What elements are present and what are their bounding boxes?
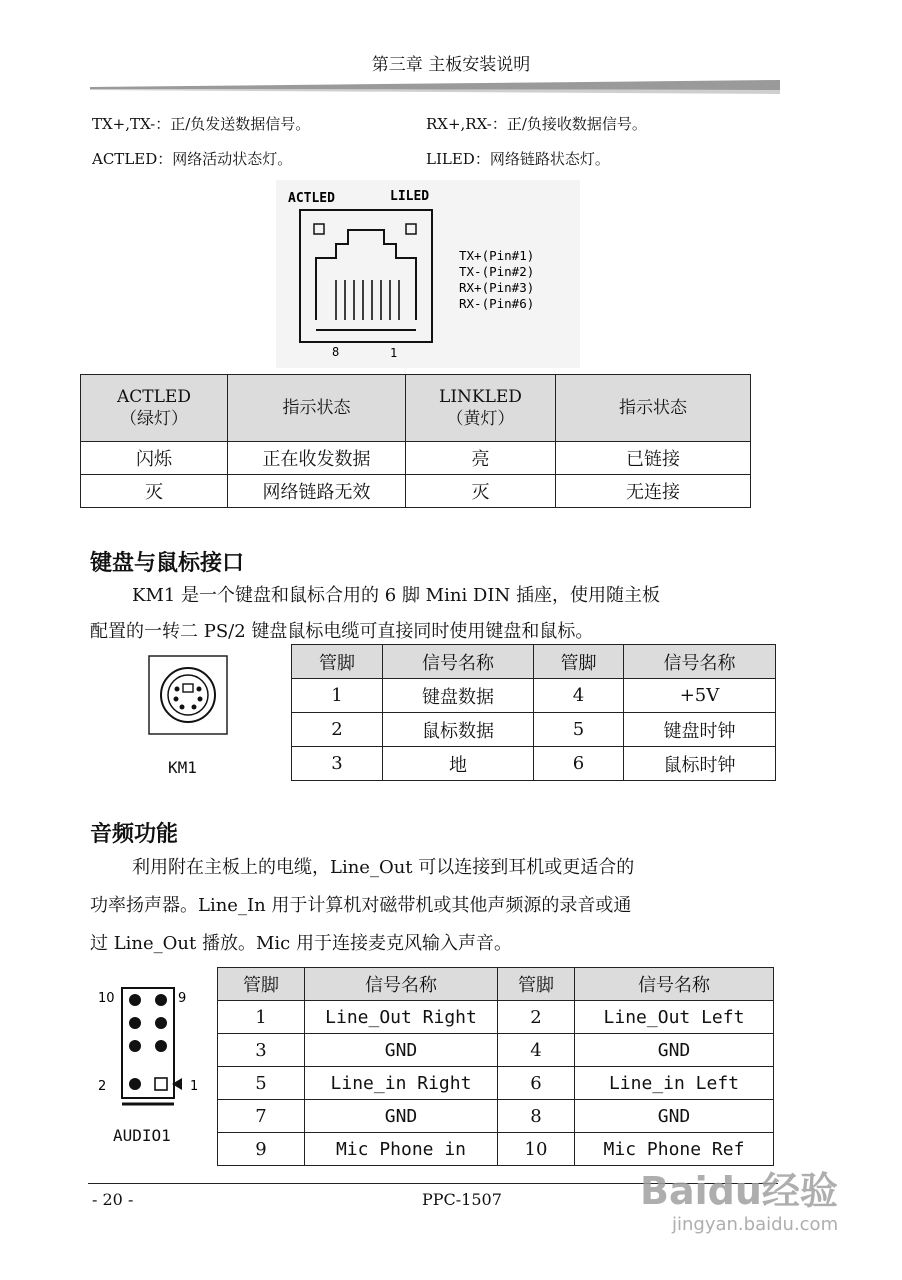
ps2-connector-icon	[148, 655, 228, 735]
table-cell: GND	[575, 1034, 774, 1067]
audio-pin-2-label: 2	[98, 1079, 107, 1094]
page-header-title: 第三章 主板安装说明	[371, 55, 531, 75]
table-cell: Line_Out Right	[305, 1001, 498, 1034]
table-cell: 8	[498, 1100, 575, 1133]
table-cell: Line_Out Left	[575, 1001, 774, 1034]
table-cell: GND	[305, 1100, 498, 1133]
table-cell: 10	[498, 1133, 575, 1166]
audio1-caption: AUDIO1	[113, 1126, 171, 1145]
legend-liled: LILED：网络链路状态灯。	[426, 150, 610, 168]
table-cell: 鼠标数据	[383, 713, 534, 747]
table-row	[218, 1067, 774, 1100]
table-row	[292, 747, 776, 781]
table-header-cell: ACTLED （绿灯）	[81, 375, 228, 442]
paragraph-line: 配置的一转二 PS/2 键盘鼠标电缆可直接同时使用键盘和鼠标。	[90, 621, 594, 642]
table-cell: 2	[498, 1001, 575, 1034]
watermark-url: jingyan.baidu.com	[672, 1214, 839, 1235]
header-divider	[90, 80, 780, 94]
table-cell: 鼠标时钟	[624, 747, 776, 781]
rj45-label-actled: ACTLED	[288, 191, 335, 206]
table-cell: 无连接	[556, 475, 751, 508]
table-cell: 键盘数据	[383, 679, 534, 713]
km1-caption: KM1	[168, 758, 197, 777]
audio-pin-1-label: 1	[190, 1079, 199, 1094]
table-cell: Mic Phone in	[305, 1133, 498, 1166]
table-cell: Line_in Right	[305, 1067, 498, 1100]
keyboard-pin-table	[291, 644, 776, 781]
table-row	[218, 1100, 774, 1133]
table-row	[292, 679, 776, 713]
table-cell: 正在收发数据	[228, 442, 406, 475]
table-row	[81, 442, 751, 475]
table-cell: 亮	[406, 442, 556, 475]
table-row	[218, 1034, 774, 1067]
table-header-cell: 管脚	[498, 968, 575, 1001]
table-header-cell: 管脚	[218, 968, 305, 1001]
table-cell: +5V	[624, 679, 776, 713]
table-header-cell: 信号名称	[383, 645, 534, 679]
table-header-cell: 信号名称	[305, 968, 498, 1001]
table-header-cell: 信号名称	[624, 645, 776, 679]
footer-model: PPC-1507	[422, 1190, 502, 1209]
legend-rx: RX+,RX-：正/负接收数据信号。	[426, 115, 647, 133]
table-cell: 5	[534, 713, 624, 747]
keyboard-paragraph	[90, 578, 790, 650]
audio-paragraph	[90, 849, 790, 963]
audio-pin-table	[217, 967, 774, 1166]
audio-pin-10-label: 10	[98, 991, 115, 1006]
rj45-pin-label: TX+(Pin#1)	[459, 248, 535, 263]
section-heading-keyboard: 键盘与鼠标接口	[90, 551, 245, 576]
table-header-cell: 信号名称	[575, 968, 774, 1001]
table-cell: 键盘时钟	[624, 713, 776, 747]
table-cell: Line_in Left	[575, 1067, 774, 1100]
table-row	[81, 475, 751, 508]
watermark-logo: Baidu经验	[640, 1169, 838, 1213]
legend-tx: TX+,TX-：正/负发送数据信号。	[92, 115, 311, 133]
table-header-cell: 指示状态	[228, 375, 406, 442]
rj45-label-liled: LILED	[390, 189, 430, 204]
led-status-table	[80, 374, 751, 508]
table-cell: 闪烁	[81, 442, 228, 475]
audio-header-connector-icon	[96, 984, 212, 1112]
footer-page-number: - 20 -	[92, 1190, 134, 1209]
table-cell: 7	[218, 1100, 305, 1133]
legend-actled: ACTLED：网络活动状态灯。	[92, 150, 293, 168]
table-header-cell: 管脚	[534, 645, 624, 679]
rj45-pin-8-label: 8	[332, 345, 340, 359]
paragraph-line: 利用附在主板上的电缆，Line_Out 可以连接到耳机或更适合的	[132, 857, 635, 878]
rj45-connector-diagram	[276, 180, 580, 368]
table-header-row	[218, 968, 774, 1001]
table-cell: 网络链路无效	[228, 475, 406, 508]
table-cell: 灭	[406, 475, 556, 508]
table-cell: GND	[575, 1100, 774, 1133]
table-cell: 2	[292, 713, 383, 747]
table-cell: Mic Phone Ref	[575, 1133, 774, 1166]
paragraph-line: KM1 是一个键盘和鼠标合用的 6 脚 Mini DIN 插座，使用随主板	[132, 585, 660, 606]
rj45-pin-label: TX-(Pin#2)	[459, 264, 535, 279]
table-cell: 4	[498, 1034, 575, 1067]
table-header-cell: 管脚	[292, 645, 383, 679]
table-cell: 1	[218, 1001, 305, 1034]
audio-pin-9-label: 9	[178, 991, 187, 1006]
table-cell: 1	[292, 679, 383, 713]
table-cell: 灭	[81, 475, 228, 508]
table-header-cell: 指示状态	[556, 375, 751, 442]
table-row	[292, 713, 776, 747]
table-cell: 已链接	[556, 442, 751, 475]
rj45-pin-label: RX-(Pin#6)	[459, 296, 535, 311]
rj45-pin-1-label: 1	[390, 346, 398, 360]
rj45-pin-label: RX+(Pin#3)	[459, 280, 535, 295]
paragraph-line: 过 Line_Out 播放。Mic 用于连接麦克风输入声音。	[90, 933, 512, 954]
table-cell: 9	[218, 1133, 305, 1166]
section-heading-audio: 音频功能	[90, 822, 179, 847]
table-header-row	[292, 645, 776, 679]
table-cell: 3	[292, 747, 383, 781]
table-row	[218, 1001, 774, 1034]
table-cell: 6	[534, 747, 624, 781]
table-cell: 5	[218, 1067, 305, 1100]
paragraph-line: 功率扬声器。Line_In 用于计算机对磁带机或其他声频源的录音或通	[90, 895, 632, 916]
table-cell: 3	[218, 1034, 305, 1067]
table-header-row	[81, 375, 751, 442]
table-cell: 4	[534, 679, 624, 713]
table-header-cell: LINKLED （黄灯）	[406, 375, 556, 442]
table-cell: 6	[498, 1067, 575, 1100]
table-cell: 地	[383, 747, 534, 781]
table-cell: GND	[305, 1034, 498, 1067]
